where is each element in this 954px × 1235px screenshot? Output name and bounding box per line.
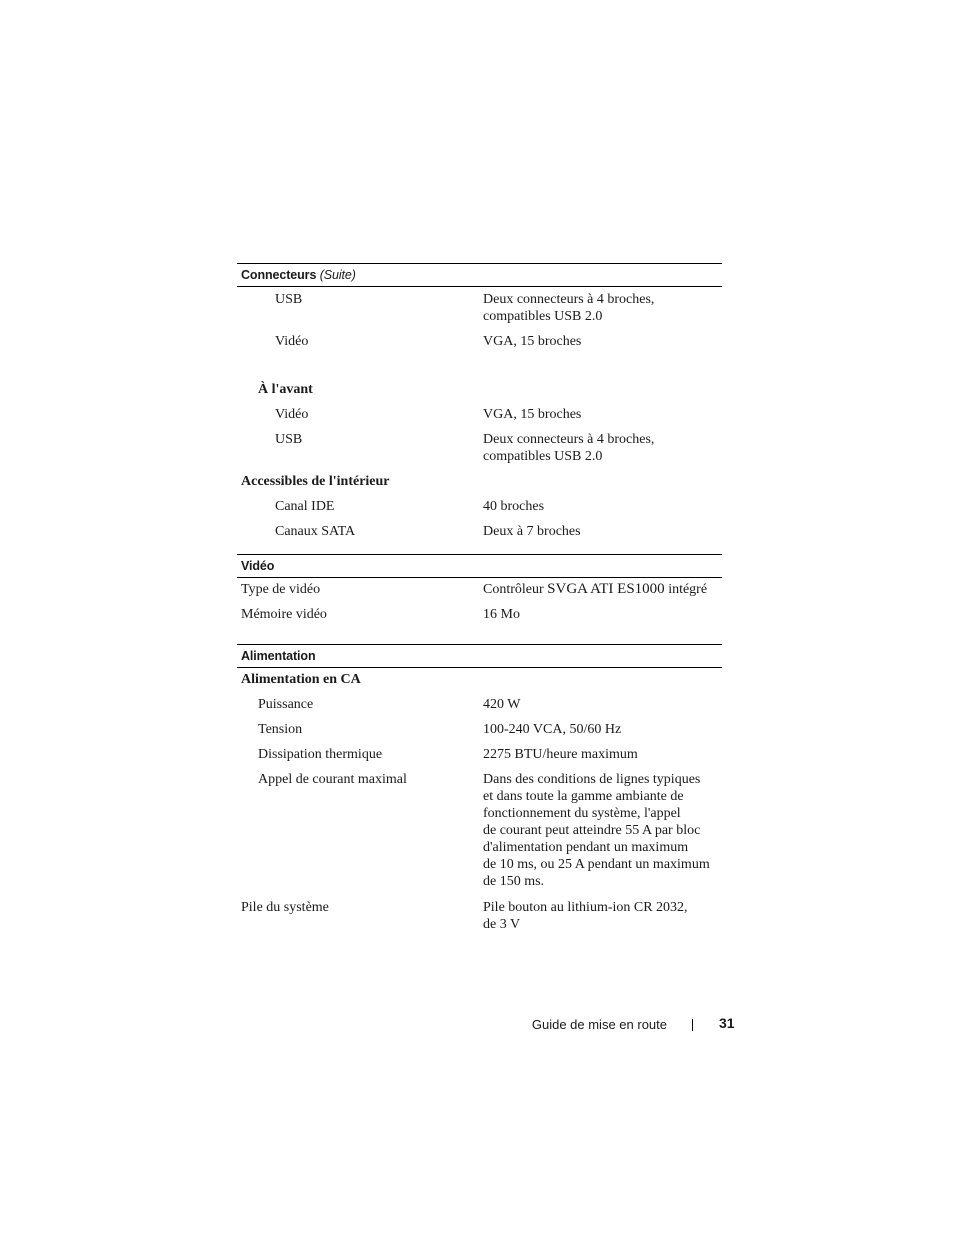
spec-label: USB (275, 292, 303, 307)
spec-value: 420 W (483, 697, 521, 712)
section-title: Vidéo (241, 559, 275, 573)
spec-row-battery (237, 899, 722, 939)
spec-value: 2275 BTU/heure maximum (483, 747, 638, 762)
spec-value-part: Contrôleur (483, 582, 548, 597)
spec-value-model: SVGA ATI ES1000 (547, 581, 665, 597)
spec-label: Type de vidéo (241, 582, 321, 597)
spec-label: Appel de courant maximal (258, 772, 407, 787)
spec-label: Vidéo (275, 334, 309, 349)
spec-value-line: fonctionnement du système, l'appel (483, 806, 681, 821)
spec-row-usb (237, 291, 722, 333)
spec-value-line: d'alimentation pendant un maximum (483, 840, 689, 855)
spec-row-power (237, 696, 722, 721)
spec-subheading: Accessibles de l'intérieur (241, 474, 390, 489)
spec-value-line: Deux connecteurs à 4 broches, (483, 292, 655, 307)
spec-value: 40 broches (483, 499, 545, 514)
spec-value-line: et dans toute la gamme ambiante de (483, 789, 684, 804)
spec-value-line: compatibles USB 2.0 (483, 449, 603, 464)
spec-label: Tension (258, 722, 303, 737)
spec-label: Mémoire vidéo (241, 607, 327, 622)
spec-row-voltage (237, 721, 722, 746)
footer-divider (692, 1019, 693, 1031)
spec-label: Puissance (258, 697, 314, 712)
spec-row-inrush (237, 771, 722, 899)
spec-value-line: de 150 ms. (483, 874, 545, 889)
section-title: Connecteurs (241, 268, 317, 282)
spec-value: 16 Mo (483, 607, 520, 622)
spec-row-front-video (237, 406, 722, 431)
spec-label: Dissipation thermique (258, 747, 383, 762)
spec-row-video-type (237, 581, 722, 606)
page-footer (0, 1013, 954, 1035)
spec-value: 100-240 VCA, 50/60 Hz (483, 722, 622, 737)
spec-subheading: Alimentation en CA (241, 672, 361, 687)
spec-row-front-usb (237, 431, 722, 473)
section-title: Alimentation (241, 649, 316, 663)
spec-value-part: intégré (664, 582, 708, 597)
spec-row-heat (237, 746, 722, 771)
section-title-suffix: (Suite) (319, 268, 356, 282)
spec-value (483, 899, 722, 933)
spec-value-line: de courant peut atteindre 55 A par bloc (483, 823, 701, 838)
spec-value (483, 771, 722, 890)
spec-label: USB (275, 432, 303, 447)
spec-value-line: de 3 V (483, 917, 521, 932)
spec-value-line: Deux connecteurs à 4 broches, (483, 432, 655, 447)
spec-subheading: À l'avant (258, 382, 313, 397)
spec-value (483, 581, 722, 598)
spec-subheading-ac (237, 671, 722, 696)
spec-subheading-front (237, 381, 722, 406)
spec-value-line: Dans des conditions de lignes typiques (483, 772, 701, 787)
spec-value: VGA, 15 broches (483, 407, 582, 422)
section-header-video (237, 554, 722, 578)
spec-value (483, 431, 722, 465)
spec-value (483, 291, 722, 325)
page-number: 31 (719, 1015, 735, 1031)
spec-table (237, 263, 722, 939)
spec-value: VGA, 15 broches (483, 334, 582, 349)
spec-value: Deux à 7 broches (483, 524, 581, 539)
spec-label: Canal IDE (275, 499, 335, 514)
spec-row-sata (237, 523, 722, 554)
spec-label: Pile du système (241, 900, 329, 915)
spec-value-line: de 10 ms, ou 25 A pendant un maximum (483, 857, 710, 872)
spec-label: Vidéo (275, 407, 309, 422)
section-header-alimentation (237, 644, 722, 668)
spec-row-video (237, 333, 722, 381)
footer-title: Guide de mise en route (531, 1017, 667, 1032)
spec-row-ide (237, 498, 722, 523)
spec-subheading-internal (237, 473, 722, 498)
spec-value-line: compatibles USB 2.0 (483, 309, 603, 324)
spec-value-line: Pile bouton au lithium-ion CR 2032, (483, 900, 688, 915)
spec-row-video-memory (237, 606, 722, 644)
section-header-connecteurs (237, 263, 722, 287)
spec-label: Canaux SATA (275, 524, 356, 539)
